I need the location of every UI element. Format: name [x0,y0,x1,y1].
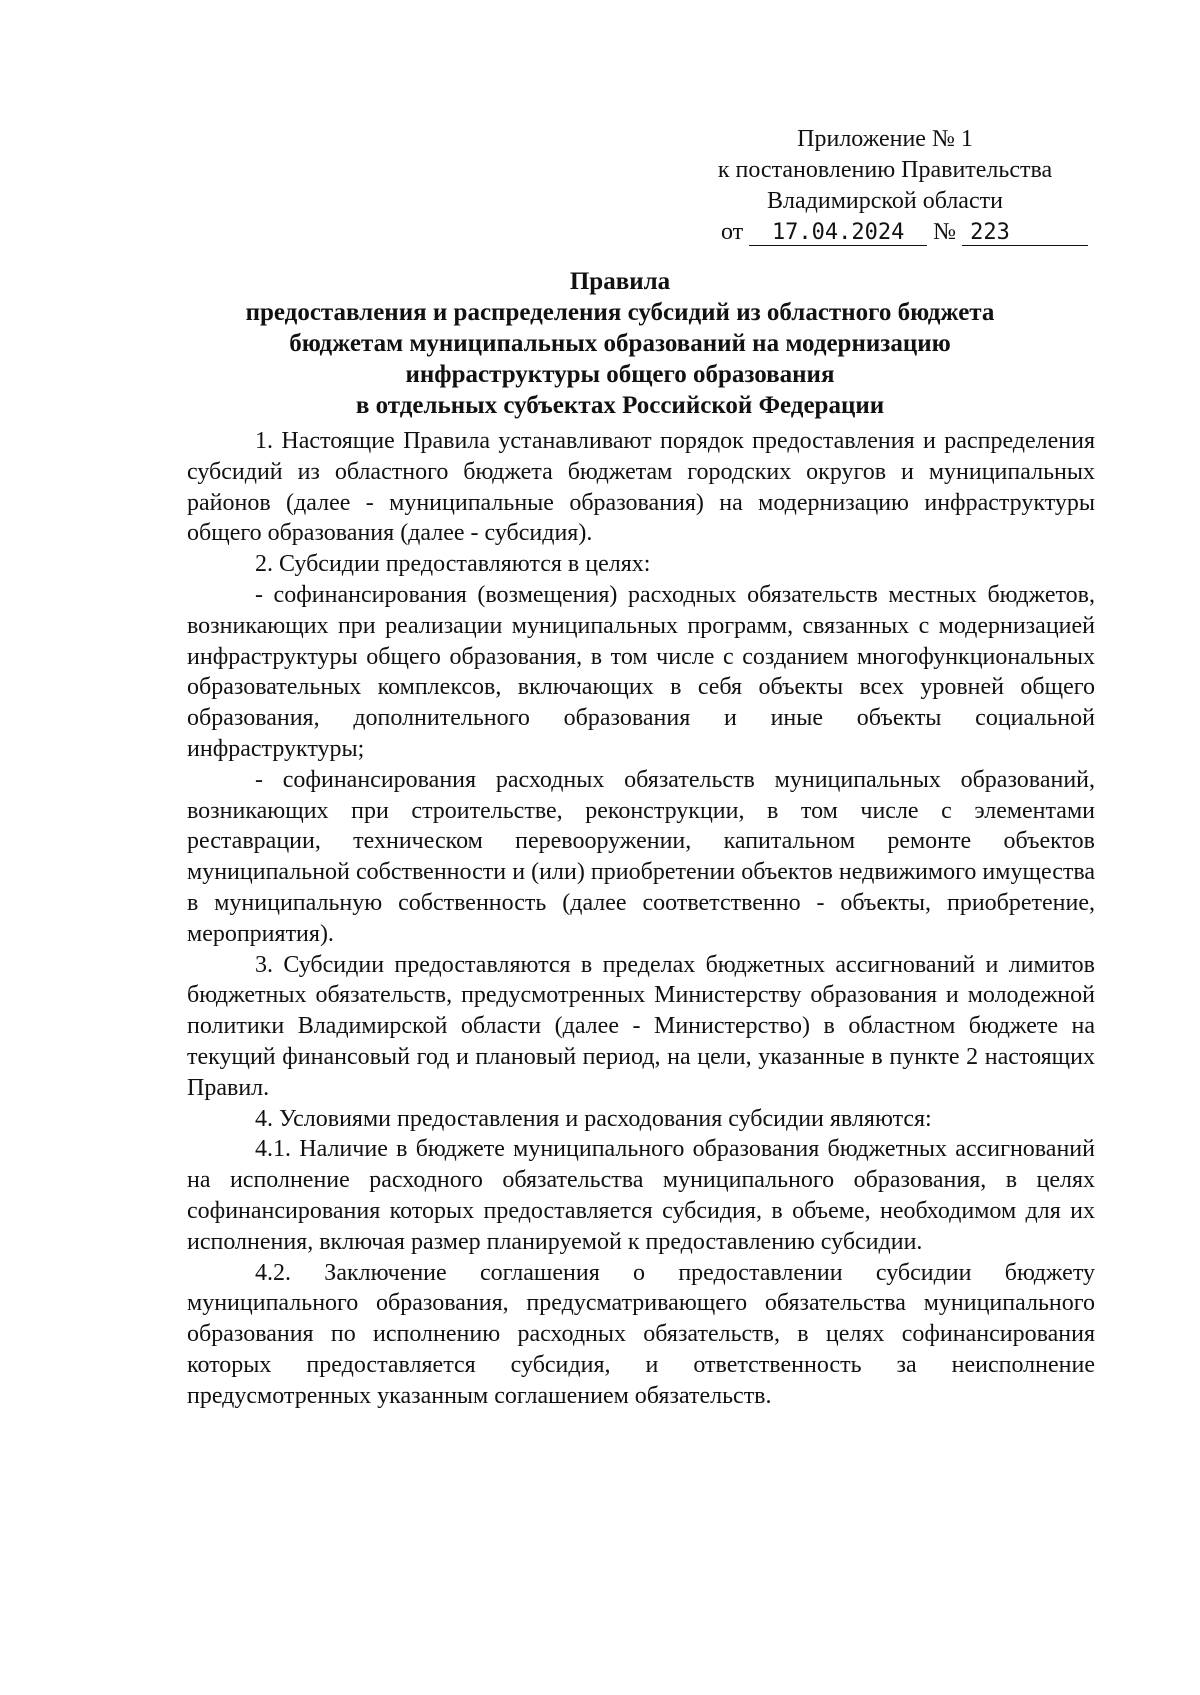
number-prefix: № [933,219,957,245]
annex-header [715,124,1055,248]
title-line: Правила [569,268,671,295]
annex-title: Приложение № 1 [797,126,973,152]
title-line: в отдельных субъектах Российской Федерации [355,392,885,419]
paragraph-2: 2. Субсидии предоставляются в целях: [255,551,651,578]
paragraph-4: 4. Условиями предоставления и расходования субсидии являются: [255,1105,932,1132]
title-line: бюджетам муниципальных образований на модернизацию [289,330,951,357]
annex-date-line [715,217,1055,248]
paragraph-4-2: 4.2. Заключение соглашения о предоставлении субсидии бюджету муниципального образования, предусматривающего обязательства муниципального образования по исполнению расходных обязательств, в целях софинансирования которых предоставляется субсидия, и ответственность за неисполнение предусмотренных указанным соглашением обязательств. [187,1259,1095,1409]
document-body [187,426,1095,1412]
title-line: предоставления и распределения субсидий из областного бюджета [245,299,995,326]
paragraph-1: 1. Настоящие Правила устанавливают порядок предоставления и распределения субсидий из областного бюджета бюджетам городских округов и муниципальных районов (далее - муниципальные образования) на модернизацию инфраструктуры общего образования (далее - субсидия). [187,428,1095,547]
annex-authority: Владимирской области [767,188,1003,214]
paragraph-3: 3. Субсидии предоставляются в пределах бюджетных ассигнований и лимитов бюджетных обязательств, предусмотренных Министерству образования и молодежной политики Владимирской области (далее - Министерство) в областном бюджете на текущий финансовый год и плановый период, на цели, указанные в пункте 2 настоящих Правил. [187,951,1095,1101]
annex-reference: к постановлению Правительства [717,157,1053,183]
resolution-number: 223 [962,221,1088,246]
resolution-date: 17.04.2024 [749,221,927,246]
paragraph-2-item-1: - софинансирования (возмещения) расходных обязательств местных бюджетов, возникающих при реализации муниципальных программ, связанных с модернизацией инфраструктуры общего образования, в том числе с созданием многофункциональных образовательных комплексов, включающих в себя объекты всех уровней общего образования, дополнительного образования и иные объекты социальной инфраструктуры; [187,581,1095,762]
paragraph-4-1: 4.1. Наличие в бюджете муниципального образования бюджетных ассигнований на исполнение расходного обязательства муниципального образования, в целях софинансирования которых предоставляется субсидия, в объеме, необходимом для их исполнения, включая размер планируемой к предоставлению субсидии. [187,1136,1095,1255]
document-title [180,266,1060,421]
paragraph-2-item-2: - софинансирования расходных обязательств муниципальных образований, возникающих при строительстве, реконструкции, в том числе с элементами реставрации, техническом перевооружении, капитальном ремонте объектов муниципальной собственности и (или) приобретении объектов недвижимого имущества в муниципальную собственность (далее соответственно - объекты, приобретение, мероприятия). [187,766,1095,947]
date-prefix: от [721,219,744,245]
title-line: инфраструктуры общего образования [405,361,835,388]
